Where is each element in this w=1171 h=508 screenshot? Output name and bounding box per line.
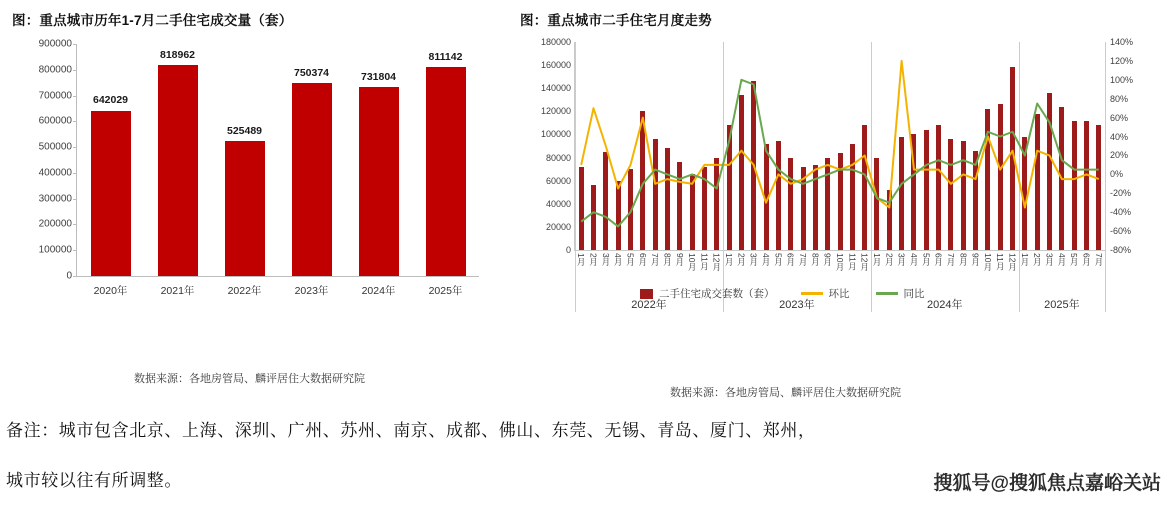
right-left-y-tick-label: 0 (565, 245, 571, 255)
bar-value-label: 750374 (293, 66, 330, 79)
month-label: 3月 (748, 253, 759, 267)
footer-note-line-2: 城市较以往有所调整。 (6, 471, 182, 490)
year-group-label: 2025年 (1044, 299, 1080, 311)
month-label: 6月 (933, 253, 944, 267)
left-y-tick-label: 500000 (38, 141, 72, 153)
x-axis-category-label: 2021年 (160, 285, 195, 297)
right-secondary-y-tick-label: 20% (1110, 150, 1129, 161)
bar-value-label: 642029 (92, 94, 129, 107)
right-left-y-tick-label: 180000 (540, 37, 571, 47)
right-chart-lines (575, 42, 1105, 250)
month-label: 5月 (921, 253, 932, 267)
mom-line-swatch-icon (801, 292, 823, 295)
bar (225, 141, 265, 276)
left-y-tick-label: 600000 (38, 115, 72, 127)
bar (292, 83, 332, 276)
month-label: 6月 (1081, 253, 1092, 267)
month-label: 8月 (958, 253, 969, 267)
x-axis-category-label: 2025年 (428, 285, 463, 297)
month-label: 4月 (761, 253, 772, 267)
month-label: 10月 (982, 253, 993, 271)
right-left-y-tick-label: 80000 (545, 152, 571, 163)
month-label: 6月 (785, 253, 796, 267)
month-label: 5月 (773, 253, 784, 267)
bar (359, 87, 399, 276)
year-group-label: 2023年 (779, 299, 815, 311)
right-chart-title: 图：重点城市二手住宅月度走势 (520, 13, 712, 28)
month-label: 1月 (871, 253, 882, 267)
right-secondary-y-tick-label: 120% (1110, 55, 1134, 66)
right-left-y-tick-label: 20000 (545, 221, 571, 232)
month-label: 4月 (1056, 253, 1067, 267)
bar (426, 67, 466, 276)
month-label: 9月 (822, 253, 833, 267)
yoy-line-swatch-icon (876, 292, 898, 295)
x-axis-category-label: 2022年 (227, 285, 262, 297)
legend-label-yoy: 同比 (903, 288, 925, 300)
month-label: 5月 (1069, 253, 1080, 267)
month-label: 11月 (699, 253, 710, 271)
footer-note-line-1: 备注：城市包含北京、上海、深圳、广州、苏州、南京、成都、佛山、东莞、无锡、青岛、厦门、郑州， (6, 421, 816, 440)
left-y-tick-label: 0 (66, 270, 72, 282)
month-label: 3月 (896, 253, 907, 267)
x-axis-category-label: 2020年 (93, 285, 128, 297)
left-chart-title: 图：重点城市历年1-7月二手住宅成交量（套） (12, 13, 293, 28)
right-secondary-y-tick-label: 80% (1110, 93, 1129, 104)
left-y-tick-mark (73, 199, 77, 200)
left-y-tick-label: 300000 (38, 193, 72, 205)
month-label: 9月 (674, 253, 685, 267)
month-label: 1月 (576, 253, 587, 267)
month-label: 3月 (1044, 253, 1055, 267)
month-label: 4月 (908, 253, 919, 267)
watermark: 搜狐号@搜狐焦点嘉峪关站 (933, 473, 1161, 494)
left-y-tick-label: 400000 (38, 167, 72, 179)
month-label: 1月 (724, 253, 735, 267)
left-y-tick-mark (73, 121, 77, 122)
right-left-y-tick-label: 140000 (540, 83, 571, 94)
year-group-separator (1105, 42, 1106, 312)
right-left-y-tick-label: 120000 (540, 106, 571, 117)
bar (91, 111, 131, 277)
month-label: 7月 (650, 253, 661, 267)
line-series (581, 61, 1099, 208)
right-secondary-y-tick-label: -80% (1110, 245, 1132, 255)
bar-value-label: 731804 (360, 71, 397, 84)
legend-label-mom: 环比 (828, 288, 850, 300)
bar-swatch-icon (640, 289, 653, 299)
month-label: 9月 (970, 253, 981, 267)
bar-value-label: 525489 (226, 124, 263, 137)
year-group-label: 2022年 (631, 299, 667, 311)
right-secondary-y-tick-label: 140% (1110, 37, 1134, 47)
left-y-tick-mark (73, 173, 77, 174)
month-label: 1月 (1019, 253, 1030, 267)
left-y-tick-label: 200000 (38, 218, 72, 230)
legend-item-bars (640, 286, 775, 301)
left-y-tick-label: 100000 (38, 244, 72, 256)
left-y-tick-mark (73, 224, 77, 225)
month-label: 7月 (798, 253, 809, 267)
left-bar-chart (14, 34, 494, 385)
month-label: 12月 (859, 253, 870, 271)
x-axis-category-label: 2024年 (361, 285, 396, 297)
left-source-note: 数据来源：各地房管局、麟评居住大数据研究院 (134, 373, 365, 385)
right-secondary-y-tick-label: -40% (1110, 207, 1132, 218)
left-y-tick-mark (73, 70, 77, 71)
month-label: 8月 (810, 253, 821, 267)
left-y-tick-label: 900000 (38, 38, 72, 50)
right-left-y-tick-label: 60000 (545, 175, 571, 186)
bar-value-label: 818962 (159, 48, 196, 61)
month-label: 2月 (1032, 253, 1043, 267)
legend-label-bars: 二手住宅成交套数（套） (659, 288, 775, 300)
right-secondary-y-tick-label: 0% (1110, 169, 1124, 180)
month-label: 10月 (835, 253, 845, 271)
right-source-note: 数据来源：各地房管局、麟评居住大数据研究院 (670, 387, 901, 399)
right-secondary-y-tick-label: -60% (1110, 226, 1132, 237)
month-label: 8月 (662, 253, 673, 267)
right-left-y-tick-label: 40000 (545, 198, 571, 209)
right-secondary-y-tick-label: 40% (1110, 131, 1129, 142)
month-label: 7月 (1093, 253, 1104, 267)
bar-value-label: 811142 (428, 50, 463, 63)
right-chart-panel (512, 0, 1167, 399)
left-y-tick-mark (73, 250, 77, 251)
legend-item-yoy (876, 286, 925, 301)
left-y-tick-mark (73, 96, 77, 97)
month-label: 3月 (600, 253, 611, 267)
month-label: 11月 (995, 253, 1006, 271)
right-chart-legend (640, 286, 925, 301)
month-label: 11月 (847, 253, 858, 271)
legend-item-mom (801, 286, 850, 301)
month-label: 5月 (625, 253, 636, 267)
left-plot-area (38, 38, 479, 297)
month-label: 7月 (945, 253, 956, 267)
month-label: 12月 (711, 253, 722, 271)
x-axis-category-label: 2023年 (294, 285, 329, 297)
right-secondary-y-tick-label: -20% (1110, 188, 1132, 199)
right-left-y-tick-label: 100000 (540, 129, 571, 140)
bar (158, 65, 198, 276)
month-label: 12月 (1007, 253, 1018, 271)
left-chart-panel (0, 0, 508, 390)
month-label: 2月 (736, 253, 747, 267)
month-label: 10月 (687, 253, 698, 271)
right-left-y-tick-label: 160000 (540, 60, 571, 71)
line-series (581, 80, 1099, 227)
month-label: 6月 (637, 253, 648, 267)
month-label: 2月 (884, 253, 895, 267)
left-y-tick-label: 800000 (38, 64, 72, 76)
left-y-tick-mark (73, 44, 77, 45)
left-y-tick-mark (73, 276, 77, 277)
right-secondary-y-tick-label: 100% (1110, 74, 1134, 85)
month-label: 4月 (613, 253, 624, 267)
left-y-tick-label: 700000 (38, 90, 72, 102)
right-combo-chart (522, 30, 1162, 399)
right-secondary-y-tick-label: 60% (1110, 112, 1129, 123)
year-group-label: 2024年 (927, 299, 963, 311)
month-label: 2月 (588, 253, 599, 267)
left-y-tick-mark (73, 147, 77, 148)
